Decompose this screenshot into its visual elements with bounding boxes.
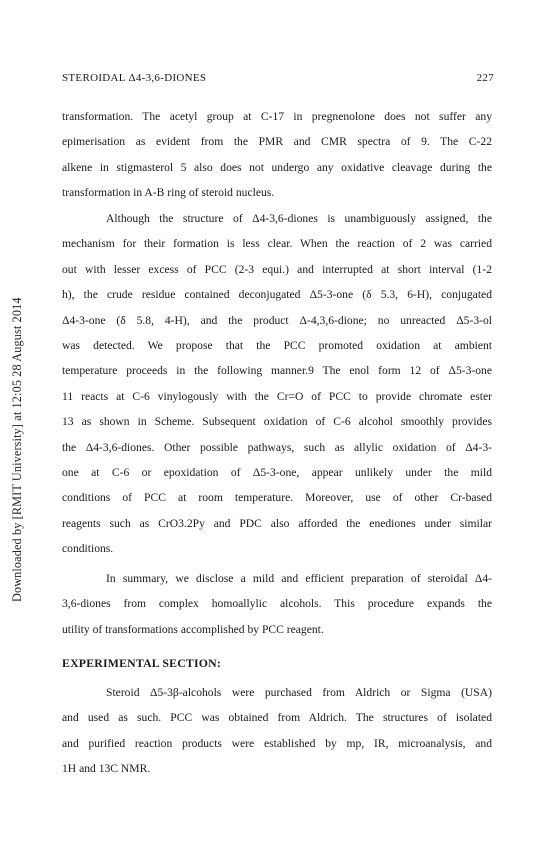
page-number: 227 bbox=[476, 72, 494, 84]
text-line: utility of transformations accomplished by PCC reagent. bbox=[62, 622, 324, 636]
text-line: and used as such. PCC was obtained from Aldrich. The structures of isolated bbox=[62, 711, 492, 725]
text-line: mechanism for their formation is less clear. When the reaction of 2 was carried bbox=[62, 237, 492, 251]
text-line: conditions. bbox=[62, 542, 114, 556]
text-line: Although the structure of Δ4-3,6-diones is unambiguously assigned, the bbox=[106, 212, 492, 225]
text-line: transformation in A-B ring of steroid nucleus. bbox=[62, 186, 275, 200]
text-line: 3,6-diones from complex homoallylic alcohols. This procedure expands the bbox=[62, 597, 492, 611]
text-line: one at C-6 or epoxidation of Δ5-3-one, appear unlikely under the mild bbox=[62, 465, 492, 479]
paragraph-2 bbox=[62, 206, 492, 561]
paragraph-3 bbox=[62, 566, 492, 642]
text-line: 13 as shown in Scheme. Subsequent oxidation of C-6 alcohol smoothly provides bbox=[62, 415, 492, 429]
text-line: temperature proceeds in the following manner.9 The enol form 12 of Δ5-3-one bbox=[62, 364, 492, 378]
download-watermark: Downloaded by [RMIT University] at 12:05 28 August 2014 bbox=[10, 297, 24, 603]
text-line: h), the crude residue contained deconjugated Δ5-3-one (δ 5.3, 6-H), conjugated bbox=[62, 288, 492, 302]
text-line: was detected. We propose that the PCC promoted oxidation at ambient bbox=[62, 338, 492, 352]
text-line: alkene in stigmasterol 5 also does not undergo any oxidative cleavage during the bbox=[62, 160, 492, 174]
paragraph-1 bbox=[62, 104, 492, 206]
running-title: STEROIDAL Δ4-3,6-DIONES bbox=[62, 72, 207, 84]
running-header bbox=[62, 72, 494, 84]
text-line: epimerisation as evident from the PMR and CMR spectra of 9. The C-22 bbox=[62, 135, 492, 149]
text-line: out with lesser excess of PCC (2-3 equi.) and interrupted at short interval (1-2 bbox=[62, 262, 492, 276]
text-line: Steroid Δ5-3β-alcohols were purchased from Aldrich or Sigma (USA) bbox=[106, 686, 492, 699]
text-line: transformation. The acetyl group at C-17 in pregnenolone does not suffer any bbox=[62, 110, 492, 123]
text-line: reagents such as CrO3.2Py and PDC also afforded the enediones under similar bbox=[62, 516, 492, 530]
text-line: Δ4-3-one (δ 5.8, 4-H), and the product Δ-4,3,6-dione; no unreacted Δ5-3-ol bbox=[62, 313, 492, 327]
text-line: 1H and 13C NMR. bbox=[62, 762, 151, 776]
text-line: and purified reaction products were established by mp, IR, microanalysis, and bbox=[62, 736, 492, 750]
text-line: the Δ4-3,6-diones. Other possible pathways, such as allylic oxidation of Δ4-3- bbox=[62, 440, 492, 454]
text-line: 11 reacts at C-6 vinylogously with the Cr=O of PCC to provide chromate ester bbox=[62, 389, 492, 403]
paragraph-4 bbox=[62, 680, 492, 782]
section-heading: EXPERIMENTAL SECTION: bbox=[62, 656, 222, 670]
text-line: conditions of PCC at room temperature. Moreover, use of other Cr-based bbox=[62, 491, 492, 505]
text-line: In summary, we disclose a mild and efficient preparation of steroidal Δ4- bbox=[106, 572, 492, 585]
